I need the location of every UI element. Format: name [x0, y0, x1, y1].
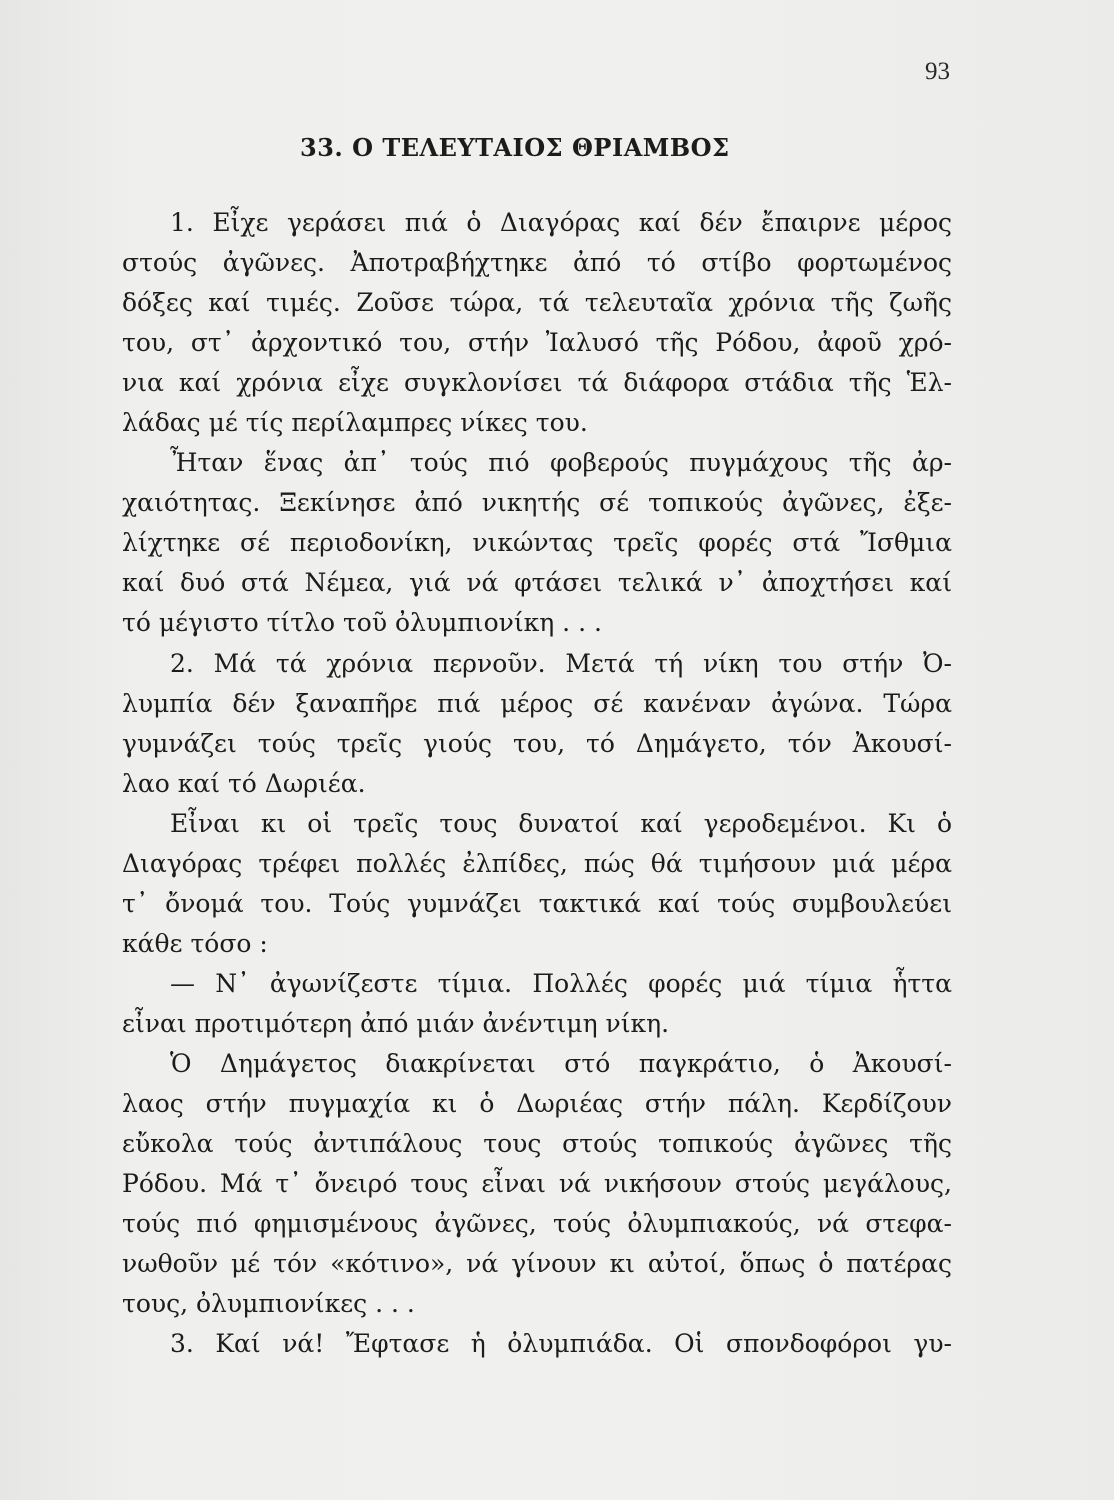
text-line: νωθοῦν μέ τόν «κότινο», νά γίνουν κι αὐτοί, ὅπως ὁ πατέρας	[122, 1249, 952, 1279]
text-line: 1. Εἶχε γεράσει πιά ὁ Διαγόρας καί δέν ἔπαιρνε μέρος	[170, 208, 952, 237]
text-line: λίχτηκε σέ περιοδονίκη, νικώντας τρεῖς φορές στά Ἴσθμια	[122, 528, 952, 558]
text-line: τ᾽ ὄνομά του. Τούς γυμνάζει τακτικά καί τούς συμβουλεύει	[122, 888, 952, 918]
text-line: γυμνάζει τούς τρεῖς γιούς του, τό Δημάγετο, τόν Ἀκουσί-	[122, 728, 952, 758]
chapter-title: 33. Ο ΤΕΛΕΥΤΑΙΟΣ ΘΡΙΑΜΒΟΣ	[300, 133, 730, 162]
text-line: τό μέγιστο τίτλο τοῦ ὀλυμπιονίκη . . .	[122, 608, 602, 638]
text-line: κάθε τόσο :	[122, 928, 268, 958]
text-line: 2. Μά τά χρόνια περνοῦν. Μετά τή νίκη του στήν Ὀ-	[170, 648, 952, 678]
text-line: καί δυό στά Νέμεα, γιά νά φτάσει τελικά ν᾽ ἀποχτήσει καί	[122, 568, 952, 598]
text-line: λάδας μέ τίς περίλαμπρες νίκες του.	[122, 408, 588, 438]
text-line: Εἶναι κι οἱ τρεῖς τους δυνατοί καί γεροδεμένοι. Κι ὁ	[170, 808, 952, 838]
text-line: χαιότητας. Ξεκίνησε ἀπό νικητής σέ τοπικούς ἀγῶνες, ἐξε-	[122, 488, 952, 518]
text-line: Διαγόρας τρέφει πολλές ἐλπίδες, πώς θά τιμήσουν μιά μέρα	[122, 848, 952, 878]
text-line: τούς πιό φημισμένους ἀγῶνες, τούς ὀλυμπιακούς, νά στεφα-	[122, 1209, 952, 1239]
text-line: στούς ἀγῶνες. Ἀποτραβήχτηκε ἀπό τό στίβο φορτωμένος	[122, 248, 952, 278]
text-line: Ρόδου. Μά τ᾽ ὄνειρό τους εἶναι νά νικήσουν στούς μεγάλους,	[122, 1169, 952, 1199]
text-line: λυμπία δέν ξαναπῆρε πιά μέρος σέ κανέναν ἀγώνα. Τώρα	[122, 688, 952, 718]
text-line: τους, ὀλυμπιονίκες . . .	[122, 1289, 415, 1319]
text-line: νια καί χρόνια εἶχε συγκλονίσει τά διάφορα στάδια τῆς Ἑλ-	[122, 368, 952, 398]
text-line: 3. Καί νά! Ἔφτασε ἡ ὀλυμπιάδα. Οἱ σπονδοφόροι γυ-	[170, 1329, 952, 1359]
text-line: λαος στήν πυγμαχία κι ὁ Δωριέας στήν πάλη. Κερδίζουν	[122, 1089, 952, 1119]
text-line: Ὁ Δημάγετος διακρίνεται στό παγκράτιο, ὁ Ἀκουσί-	[170, 1048, 952, 1078]
text-line: λαο καί τό Δωριέα.	[122, 768, 366, 798]
text-line: — Ν᾽ ἀγωνίζεστε τίμια. Πολλές φορές μιά τίμια ἧττα	[170, 968, 952, 998]
text-line: Ἦταν ἕνας ἀπ᾽ τούς πιό φοβερούς πυγμάχους τῆς ἀρ-	[170, 448, 952, 478]
text-line: δόξες καί τιμές. Ζοῦσε τώρα, τά τελευταῖα χρόνια τῆς ζωῆς	[122, 288, 952, 318]
text-line: εὔκολα τούς ἀντιπάλους τους στούς τοπικούς ἀγῶνες τῆς	[122, 1129, 952, 1159]
page-number: 93	[925, 58, 950, 85]
text-line: του, στ᾽ ἀρχοντικό του, στήν Ἰαλυσό τῆς Ρόδου, ἀφοῦ χρό-	[122, 328, 952, 358]
text-line: εἶναι προτιμότερη ἀπό μιάν ἀνέντιμη νίκη.	[122, 1008, 670, 1038]
body-text	[122, 203, 952, 1364]
